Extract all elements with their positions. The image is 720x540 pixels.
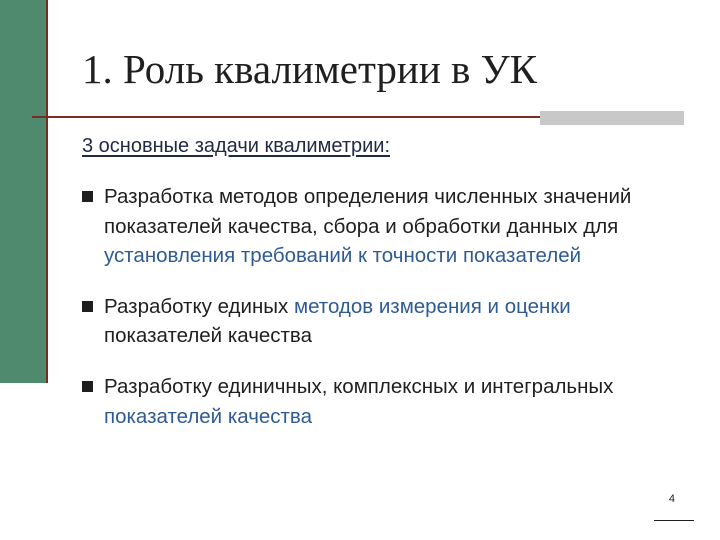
square-bullet-icon xyxy=(82,301,93,312)
highlighted-text: установления требований к точности показателей xyxy=(104,244,582,268)
slide-title: 1. Роль квалиметрии в УК xyxy=(82,46,538,92)
bullet-text: Разработку единичных, комплексных и интегральных xyxy=(104,374,614,398)
highlighted-text: показателей качества xyxy=(104,404,312,428)
left-accent-bar-edge xyxy=(46,0,48,383)
list-item xyxy=(82,372,692,431)
title-divider-block xyxy=(540,111,684,125)
square-bullet-icon xyxy=(82,191,93,202)
section-subtitle: 3 основные задачи квалиметрии: xyxy=(82,135,390,157)
bullet-text: показателей качества xyxy=(104,324,312,348)
bullet-text: Разработку единых xyxy=(104,294,294,318)
left-accent-bar xyxy=(0,0,46,383)
footer-rule xyxy=(654,520,694,521)
square-bullet-icon xyxy=(82,381,93,392)
list-item xyxy=(82,292,692,351)
page-number: 4 xyxy=(668,493,675,505)
highlighted-text: методов измерения и оценки xyxy=(293,294,571,318)
list-item xyxy=(82,182,692,271)
task-list xyxy=(82,182,692,431)
bullet-text: Разработка методов определения численных значений показателей качества, сбора и обработки данных для xyxy=(104,185,632,238)
